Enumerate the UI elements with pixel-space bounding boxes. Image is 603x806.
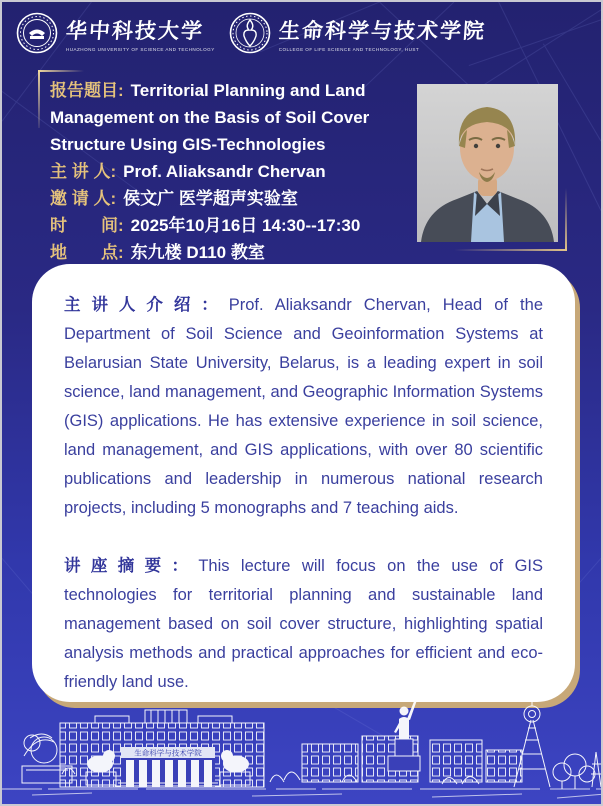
college-name-en: COLLEGE OF LIFE SCIENCE AND TECHNOLOGY, HUST [278, 46, 420, 52]
bio-label: 主讲人介绍： [64, 296, 229, 314]
speaker-bio [64, 291, 543, 523]
venue-row [50, 239, 430, 266]
bio-text: Prof. Aliaksandr Chervan, Head of the Department of Soil Science and Geoinformation Systems at Belarusian State University, Belarus, is a leading expert in soil science, land management, and Geographic Information Systems (GIS) applications. He has extensive experience in soil science, land management, and GIS applications, with over 80 scientific publications and leadership in numerous national research projects, including 5 monographs and 7 teaching aids. [64, 296, 543, 517]
title-label: 报告题目: [50, 81, 124, 100]
gold-corner-bracket [38, 70, 40, 128]
university-name-en: HUAZHONG UNIVERSITY OF SCIENCE AND TECHNOLOGY [66, 46, 215, 52]
building-sign-text: 生命科学与技术学院 [134, 748, 202, 758]
time-row [50, 212, 430, 239]
university-name [66, 15, 215, 52]
inviter-value: 侯文广 医学超声实验室 [123, 189, 298, 208]
campus-skyline-art [2, 694, 603, 804]
university-name-zh: 华中科技大学 [65, 18, 205, 43]
time-value: 2025年10月16日 14:30--17:30 [130, 216, 361, 235]
title-value: Territorial Planning and Land Management on the Basis of Soil Cover Structure Using GIS-Technologies [50, 81, 370, 154]
portrait-art [417, 84, 558, 242]
abstract-text: This lecture will focus on the use of GIS technologies for territorial planning and sustainable land management based on soil cover structure, highlighting spatial analysis methods and practical approaches for efficient and eco-friendly land use. [64, 557, 543, 691]
venue-value: 东九楼 D110 教室 [130, 243, 265, 262]
college-name [279, 15, 486, 52]
lecture-title [50, 77, 430, 158]
speaker-label: 主 讲 人: [50, 162, 117, 181]
abstract-label: 讲座摘要： [64, 557, 199, 575]
gold-corner-bracket [38, 70, 84, 72]
venue-label: 地 点: [50, 243, 124, 262]
content-card [32, 264, 575, 702]
speaker-row [50, 158, 430, 185]
photo-gold-bracket [565, 188, 567, 251]
inviter-label: 邀 请 人: [50, 189, 117, 208]
photo-gold-bracket [454, 249, 567, 251]
college-logo-icon [229, 12, 271, 54]
college-name-zh: 生命科学与技术学院 [277, 18, 487, 43]
time-label: 时 间: [50, 216, 124, 235]
header [16, 12, 500, 54]
lecture-abstract [64, 552, 543, 697]
speaker-photo [417, 84, 558, 242]
speaker-value: Prof. Aliaksandr Chervan [123, 162, 326, 181]
hust-logo-icon [16, 12, 58, 54]
lecture-info [38, 68, 430, 266]
inviter-row [50, 185, 430, 212]
